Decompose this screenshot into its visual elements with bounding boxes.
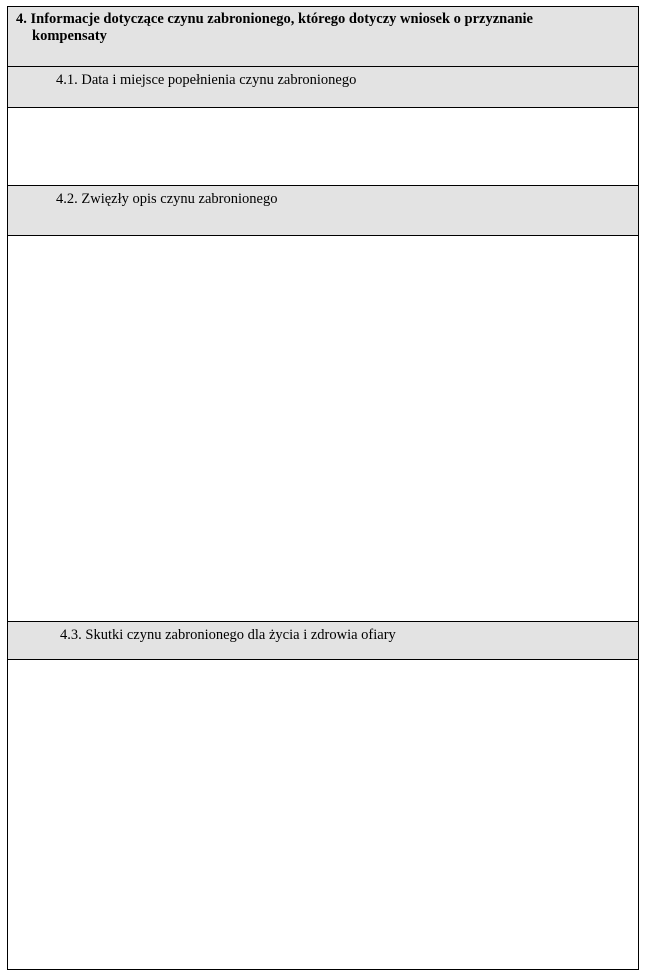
field-4-2-label: 4.2. Zwięzły opis czynu zabronionego bbox=[56, 191, 278, 207]
field-4-3-answer-box bbox=[8, 660, 638, 969]
field-4-1-header bbox=[8, 67, 638, 108]
field-4-1-label: 4.1. Data i miejsce popełnienia czynu zabronionego bbox=[56, 72, 357, 88]
crime-information-form bbox=[7, 6, 639, 970]
section-title-line1: 4. Informacje dotyczące czynu zabronionego, którego dotyczy wniosek o przyznanie bbox=[16, 11, 533, 27]
crime-description-input[interactable] bbox=[8, 236, 638, 621]
crime-date-place-input[interactable] bbox=[8, 108, 638, 185]
field-4-3-header bbox=[8, 622, 638, 660]
field-4-3-label: 4.3. Skutki czynu zabronionego dla życia i zdrowia ofiary bbox=[60, 627, 396, 643]
field-4-2-answer-box bbox=[8, 236, 638, 622]
section-4-header bbox=[8, 7, 638, 67]
section-title-line2: kompensaty bbox=[32, 28, 107, 44]
crime-consequences-input[interactable] bbox=[8, 660, 638, 969]
field-4-2-header bbox=[8, 186, 638, 236]
field-4-1-answer-box bbox=[8, 108, 638, 186]
